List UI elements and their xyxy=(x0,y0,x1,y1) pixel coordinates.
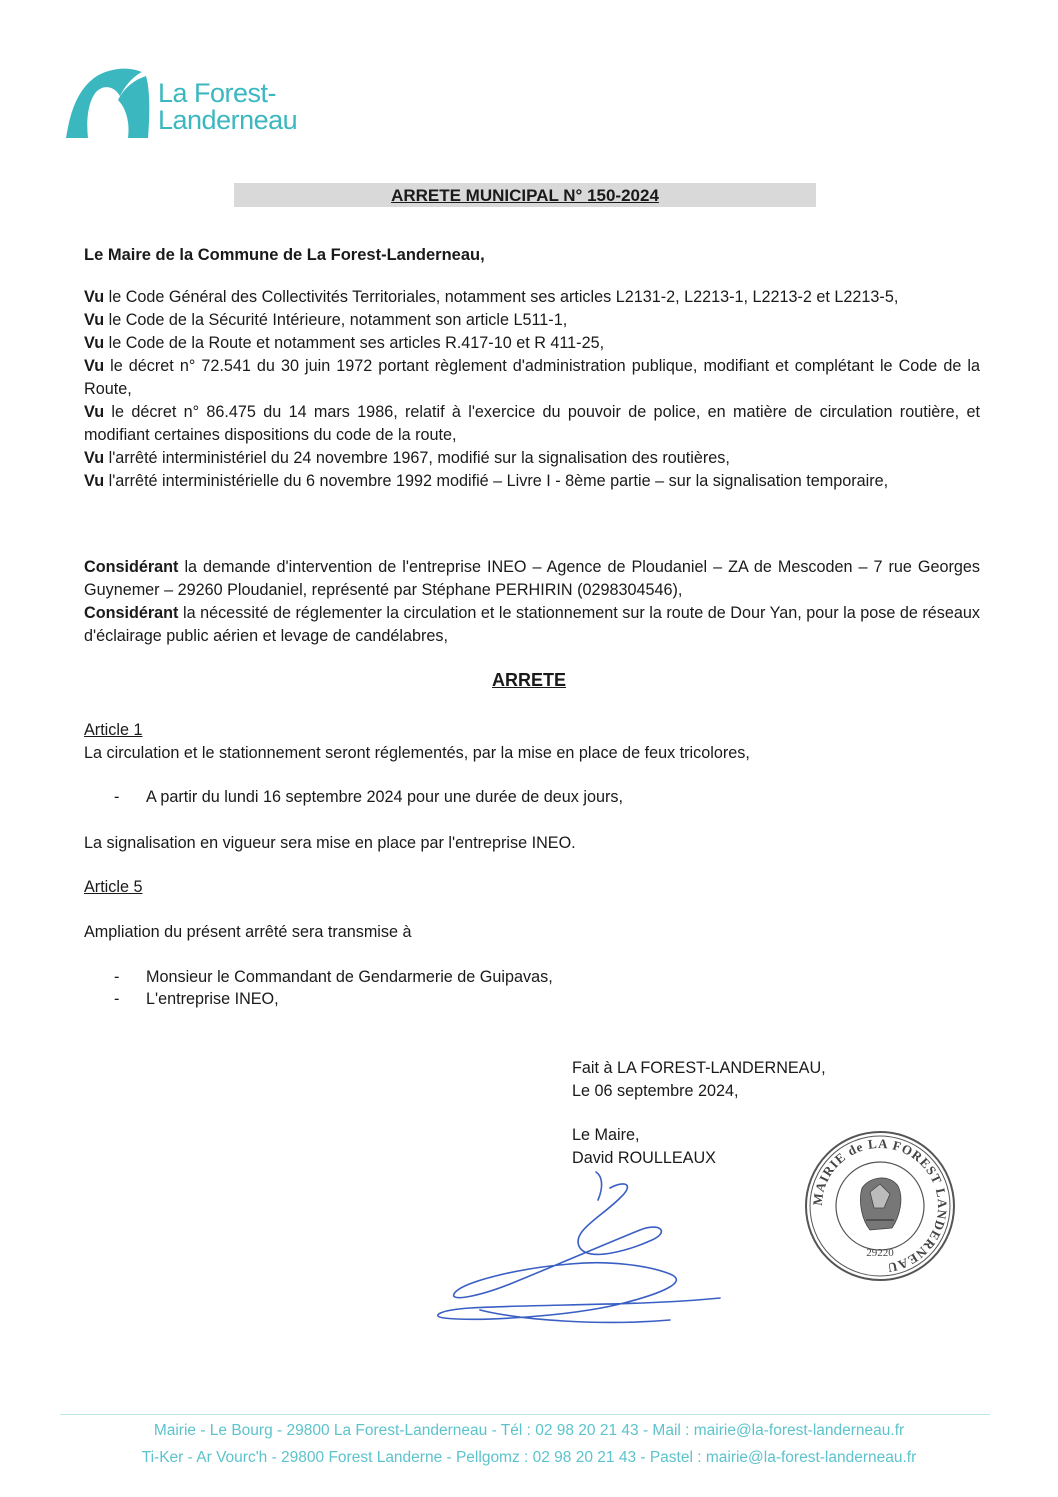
footer-line-2: Ti-Ker - Ar Vourc'h - 29800 Forest Landerne - Pellgomz : 02 98 20 21 43 - Pastel : mairie@la-forest-landerneau.fr xyxy=(141,1449,917,1466)
vu-paragraph xyxy=(84,355,980,401)
arch-logo-icon xyxy=(62,66,154,142)
commune-logo xyxy=(62,66,302,146)
article-1-signalisation: La signalisation en vigueur sera mise en place par l'entreprise INEO. xyxy=(84,834,576,852)
considerant-block xyxy=(84,556,980,648)
signoff-role: Le Maire, xyxy=(572,1126,640,1144)
article-1-bullet xyxy=(114,786,623,809)
official-stamp xyxy=(800,1128,960,1284)
vu-text: le Code Général des Collectivités Territoriales, notamment ses articles L2131-2, L2213-1, L2213-2 et L2213-5, xyxy=(104,288,899,306)
stamp-text: MAIRIE de LA FOREST LANDERNEAU xyxy=(809,1135,951,1276)
vu-lead: Vu xyxy=(84,311,105,329)
signoff-signatory xyxy=(572,1124,716,1170)
article-1-text: La circulation et le stationnement seront réglementés, par la mise en place de feux tricolores, xyxy=(84,744,750,762)
vu-lead: Vu xyxy=(84,334,105,352)
considerant-text: la nécessité de réglementer la circulation et le stationnement sur la route de Dour Yan, pour la pose de réseaux d'éclairage public aérien et levage de candélabres, xyxy=(84,604,980,645)
bullet-text: A partir du lundi 16 septembre 2024 pour une durée de deux jours, xyxy=(146,788,623,806)
article-5-heading: Article 5 xyxy=(84,878,143,896)
vu-lead: Vu xyxy=(84,403,105,421)
vu-paragraph xyxy=(84,470,980,493)
vu-text: le décret n° 72.541 du 30 juin 1972 portant règlement d'administration publique, modifiant et complétant le Code de la Route, xyxy=(84,357,980,398)
handwritten-signature xyxy=(420,1170,760,1340)
bullet-dash: - xyxy=(114,788,120,806)
logo-line-1: La Forest- xyxy=(158,78,277,108)
footer-divider xyxy=(60,1414,990,1415)
logo-line-2: Landerneau xyxy=(158,105,298,135)
vu-paragraph xyxy=(84,309,980,332)
recipient-item xyxy=(114,988,279,1011)
document-title: ARRETE MUNICIPAL N° 150-2024 xyxy=(391,186,659,205)
vu-lead: Vu xyxy=(84,472,105,490)
article-1-heading: Article 1 xyxy=(84,721,143,739)
bullet-dash: - xyxy=(114,968,120,986)
stamp-emblem-icon xyxy=(860,1178,900,1230)
considerant-text: la demande d'intervention de l'entreprise INEO – Agence de Ploudaniel – ZA de Mescoden – 7 rue Georges Guynemer – 29260 Ploudaniel, représenté par Stéphane PERHIRIN (0298304546), xyxy=(84,558,980,599)
signoff-date: Le 06 septembre 2024, xyxy=(572,1082,739,1100)
vu-text: l'arrêté interministériel du 24 novembre 1967, modifié sur la signalisation des routières, xyxy=(104,449,730,467)
signoff-place: Fait à LA FOREST-LANDERNEAU, xyxy=(572,1059,826,1077)
signoff-place-date xyxy=(572,1057,826,1103)
recipient-text: Monsieur le Commandant de Gendarmerie de Guipavas, xyxy=(146,968,553,986)
considerant-lead: Considérant xyxy=(84,558,179,576)
vu-text: le Code de la Route et notamment ses articles R.417-10 et R 411-25, xyxy=(104,334,605,352)
considerant-paragraph xyxy=(84,556,980,602)
vu-paragraph xyxy=(84,401,980,447)
logo-wordmark xyxy=(158,80,297,134)
considerant-lead: Considérant xyxy=(84,604,179,622)
vu-text: le décret n° 86.475 du 14 mars 1986, relatif à l'exercice du pouvoir de police, en matière de circulation routière, et modifiant certaines dispositions du code de la route, xyxy=(84,403,980,444)
article-5-text: Ampliation du présent arrêté sera transmise à xyxy=(84,923,412,941)
vu-paragraph xyxy=(84,286,980,309)
stamp-postcode: 29220 xyxy=(866,1247,894,1259)
arrete-heading: ARRETE xyxy=(491,670,566,690)
vu-text: le Code de la Sécurité Intérieure, notamment son article L511-1, xyxy=(104,311,568,329)
vu-text: l'arrêté interministérielle du 6 novembre 1992 modifié – Livre I - 8ème partie – sur la signalisation temporaire, xyxy=(104,472,889,490)
recipient-item xyxy=(114,966,553,989)
considerant-paragraph xyxy=(84,602,980,648)
vu-paragraph xyxy=(84,447,980,470)
vu-lead: Vu xyxy=(84,449,105,467)
maire-heading: Le Maire de la Commune de La Forest-Landerneau, xyxy=(84,246,485,264)
footer-line-1: Mairie - Le Bourg - 29800 La Forest-Landerneau - Tél : 02 98 20 21 43 - Mail : mairie@la-forest-landerneau.fr xyxy=(153,1422,905,1439)
recipient-text: L'entreprise INEO, xyxy=(146,990,279,1008)
vu-lead: Vu xyxy=(84,288,105,306)
vu-block xyxy=(84,286,980,493)
vu-paragraph xyxy=(84,332,980,355)
vu-lead: Vu xyxy=(84,357,105,375)
signoff-name: David ROULLEAUX xyxy=(572,1149,716,1167)
bullet-dash: - xyxy=(114,990,120,1008)
document-title-band xyxy=(234,183,816,207)
